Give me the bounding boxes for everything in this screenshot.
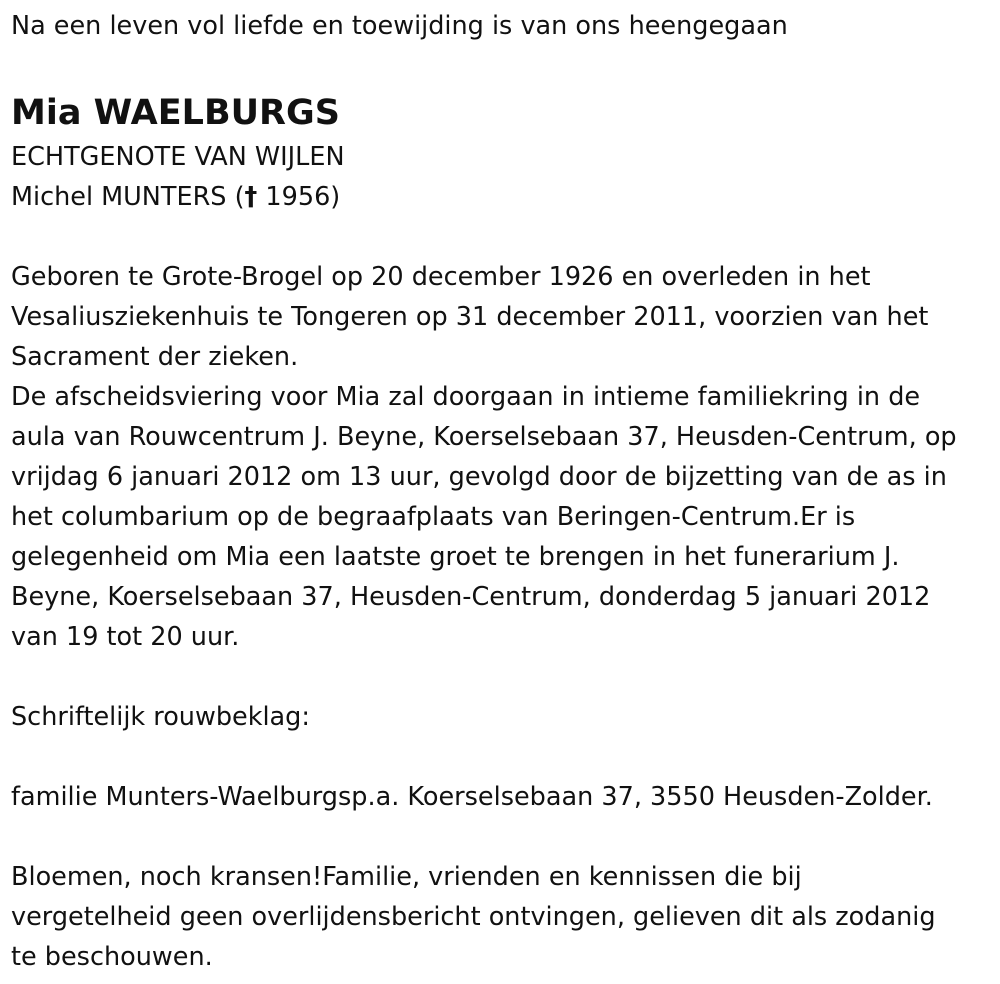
spacer (11, 737, 1000, 777)
spacer (11, 657, 1000, 697)
spacer (11, 817, 1000, 857)
relation-text: ECHTGENOTE VAN WIJLEN (11, 142, 345, 172)
body-line: het columbarium op de begraafplaats van Beringen-Centrum.Er is (11, 502, 856, 532)
body-line: gelegenheid om Mia een laatste groet te brengen in het funerarium J. (11, 542, 900, 572)
closing-line: vergetelheid geen overlijdensbericht ontvingen, gelieven dit als zodanig (11, 902, 936, 932)
intro-text: Na een leven vol liefde en toewijding is van ons heengegaan (11, 11, 788, 41)
condolence-address: familie Munters-Waelburgsp.a. Koerselsebaan 37, 3550 Heusden-Zolder. (11, 782, 933, 812)
closing-line: te beschouwen. (11, 942, 213, 972)
body-paragraph (11, 257, 1000, 657)
spacer (11, 217, 1000, 257)
spouse-line (11, 177, 1000, 217)
closing-paragraph (11, 857, 1000, 977)
spouse-death-year: 1956) (257, 182, 341, 212)
condolence-label: Schriftelijk rouwbeklag: (11, 702, 310, 732)
closing-line: Bloemen, noch kransen!Familie, vrienden en kennissen die bij (11, 862, 802, 892)
body-line: Beyne, Koerselsebaan 37, Heusden-Centrum, donderdag 5 januari 2012 (11, 582, 931, 612)
spouse-name: Michel MUNTERS ( (11, 182, 245, 212)
cross-icon: † (244, 182, 258, 212)
body-line: De afscheidsviering voor Mia zal doorgaan in intieme familiekring in de (11, 382, 921, 412)
body-line: Geboren te Grote-Brogel op 20 december 1926 en overleden in het (11, 262, 871, 292)
body-line: Vesaliusziekenhuis te Tongeren op 31 december 2011, voorzien van het (11, 302, 929, 332)
body-line: Sacrament der zieken. (11, 342, 299, 372)
body-line: van 19 tot 20 uur. (11, 622, 240, 652)
body-line: aula van Rouwcentrum J. Beyne, Koerselsebaan 37, Heusden-Centrum, op (11, 422, 957, 452)
body-line: vrijdag 6 januari 2012 om 13 uur, gevolgd door de bijzetting van de as in (11, 462, 947, 492)
deceased-name: Mia WAELBURGS (11, 93, 340, 133)
